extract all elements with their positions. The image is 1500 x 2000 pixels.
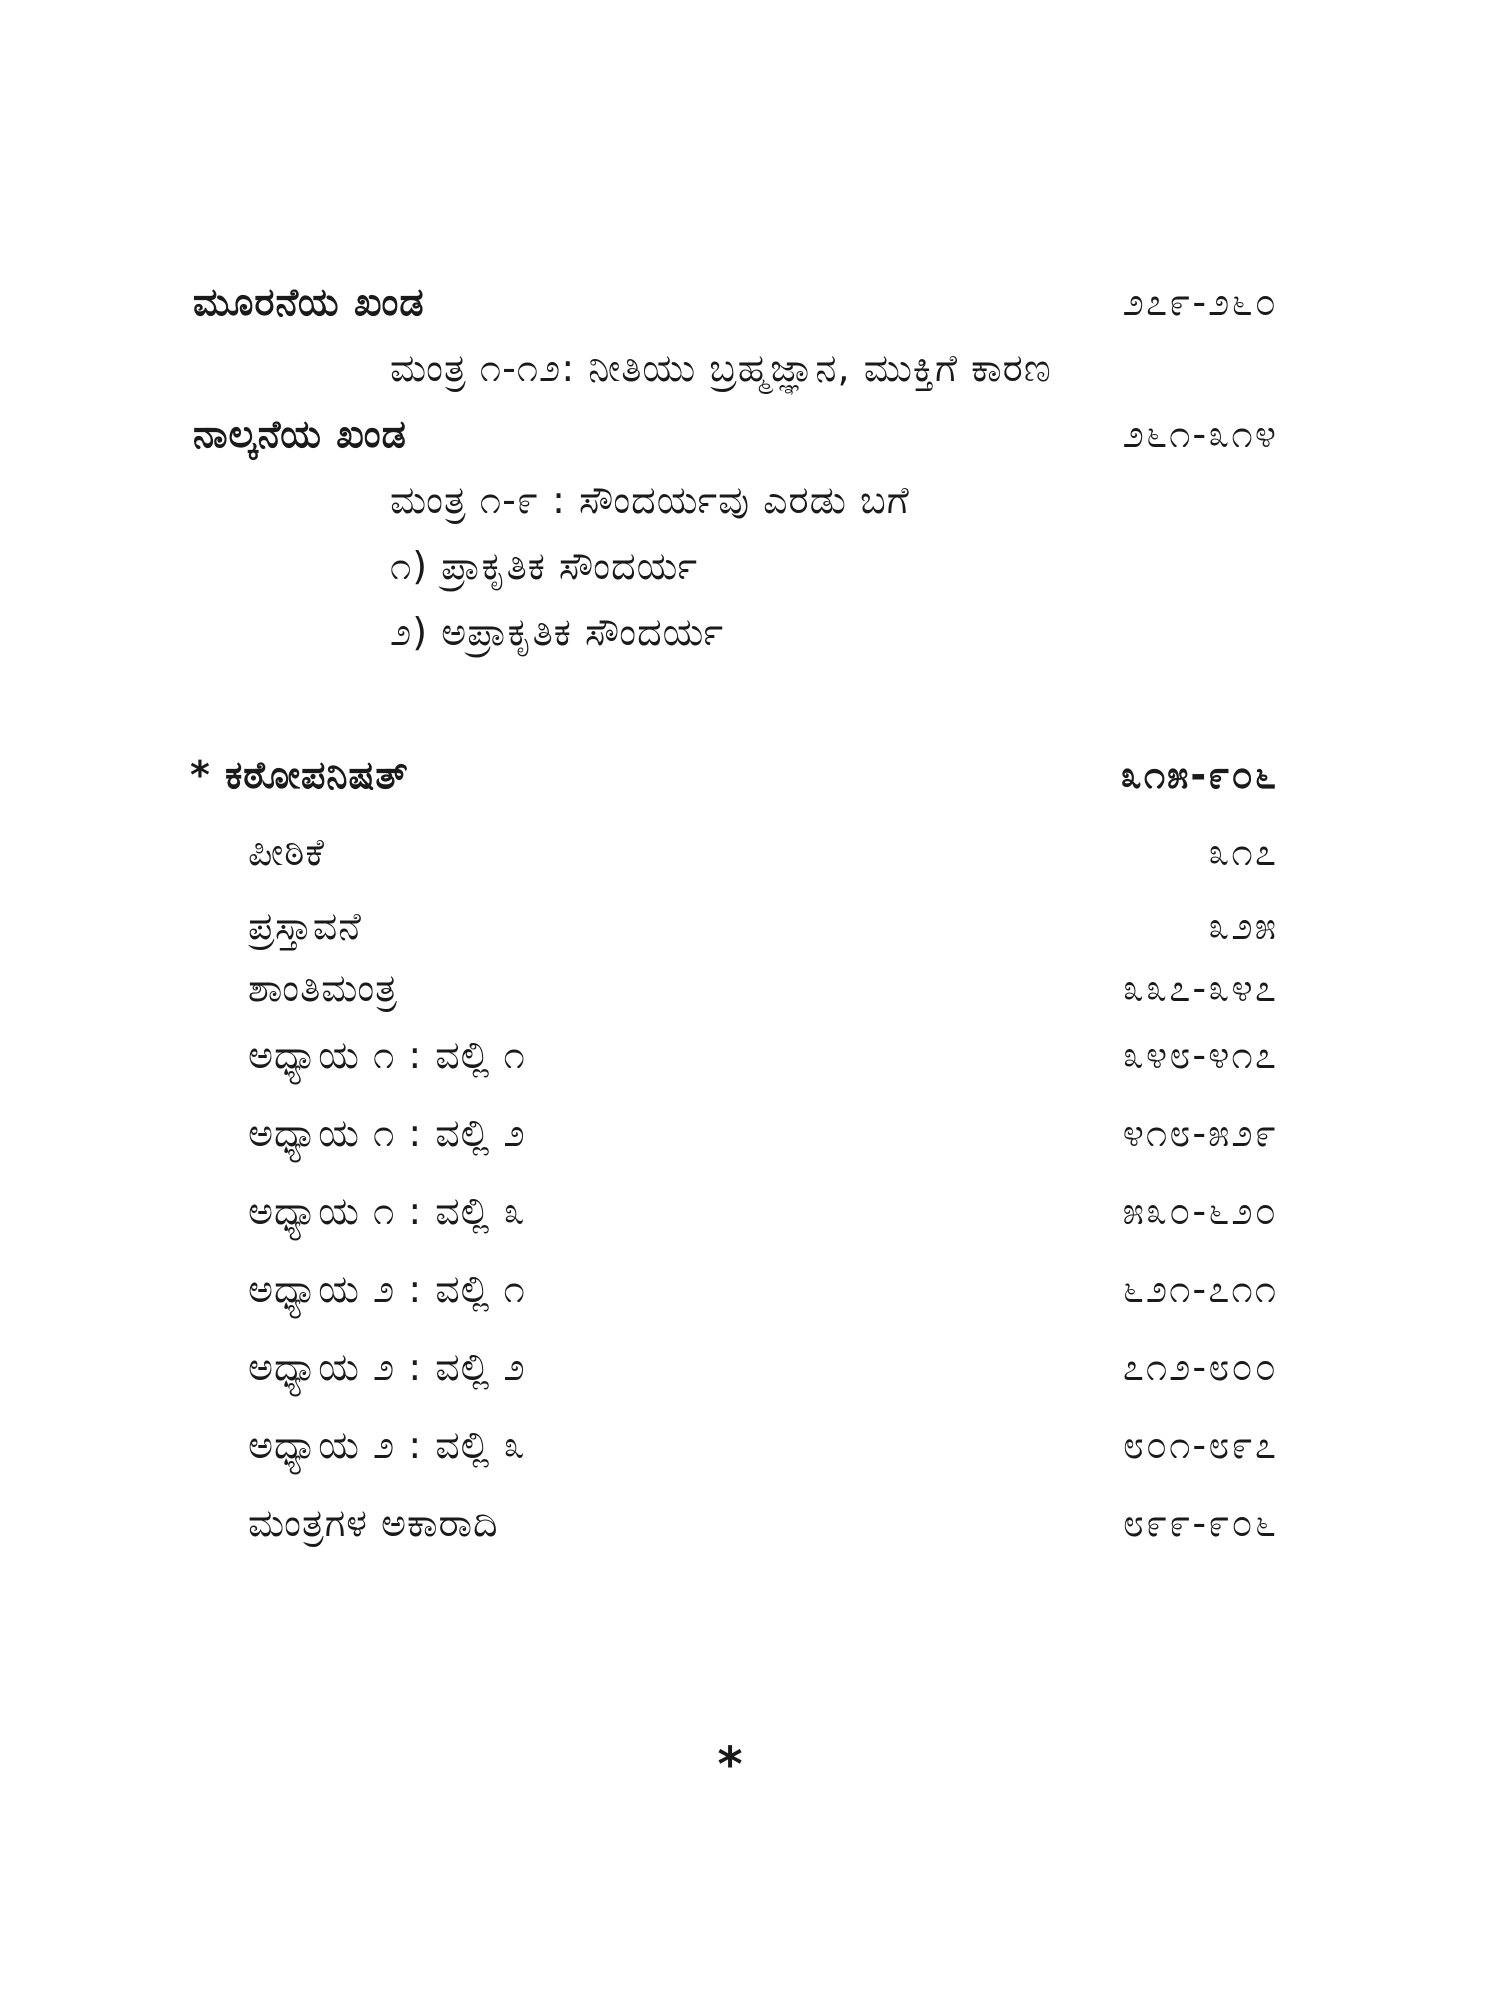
entry-label: ಮಂತ್ರಗಳ ಅಕಾರಾದಿ — [248, 1501, 499, 1545]
toc-entry — [0, 958, 1500, 1018]
toc-entry — [0, 1415, 1500, 1475]
toc-entry — [0, 896, 1500, 956]
mantra-line: ಮಂತ್ರ ೧-೯ : ಸೌಂದರ್ಯವು ಎರಡು ಬಗೆ — [390, 478, 910, 522]
entry-label: ಅಧ್ಯಾಯ ೨ : ವಲ್ಲಿ ೧ — [248, 1267, 526, 1311]
toc-line — [0, 536, 1500, 596]
section-pages: ೩೧೫-೯೦೬ — [1120, 753, 1278, 797]
toc-section-part4 — [0, 404, 1500, 464]
toc-section-part3 — [0, 272, 1500, 332]
entry-pages: ೩೧೭ — [1208, 830, 1278, 874]
section-pages: ೨೬೧-೩೧೪ — [1122, 412, 1278, 456]
entry-label: ಶಾಂತಿಮಂತ್ರ — [248, 966, 398, 1010]
entry-label: ಅಧ್ಯಾಯ ೨ : ವಲ್ಲಿ ೩ — [248, 1423, 526, 1467]
entry-pages: ೩೨೫ — [1208, 904, 1278, 948]
entry-pages: ೭೧೨-೮೦೦ — [1122, 1345, 1278, 1389]
toc-entry — [0, 1103, 1500, 1163]
toc-section-katha — [0, 745, 1500, 805]
entry-pages: ೩೩೭-೩೪೭ — [1122, 966, 1278, 1010]
entry-label: ಅಧ್ಯಾಯ ೧ : ವಲ್ಲಿ ೩ — [248, 1189, 526, 1233]
mantra-line: ಮಂತ್ರ ೧-೧೨: ನೀತಿಯು ಬ್ರಹ್ಮಜ್ಞಾನ, ಮುಕ್ತಿಗೆ ಕಾರಣ — [390, 346, 1052, 390]
entry-pages: ೩೪೮-೪೧೭ — [1122, 1033, 1278, 1077]
entry-pages: ೮೦೧-೮೯೭ — [1122, 1423, 1278, 1467]
entry-label: ಪೀಠಿಕೆ — [248, 830, 325, 874]
section-pages: ೨೭೯-೨೬೦ — [1122, 280, 1278, 324]
toc-line — [0, 338, 1500, 398]
list-item: ೧) ಪ್ರಾಕೃತಿಕ ಸೌಂದರ್ಯ — [390, 544, 699, 588]
entry-pages: ೬೨೧-೭೧೧ — [1122, 1267, 1278, 1311]
toc-entry — [0, 1337, 1500, 1397]
toc-line — [0, 602, 1500, 662]
toc-line — [0, 470, 1500, 530]
toc-entry — [0, 1259, 1500, 1319]
end-asterisk: * — [717, 1737, 743, 1793]
entry-label: ಅಧ್ಯಾಯ ೧ : ವಲ್ಲಿ ೨ — [248, 1111, 526, 1155]
entry-label: ಅಧ್ಯಾಯ ೨ : ವಲ್ಲಿ ೨ — [248, 1345, 526, 1389]
list-item: ೨) ಅಪ್ರಾಕೃತಿಕ ಸೌಂದರ್ಯ — [390, 610, 725, 654]
entry-pages: ೫೩೦-೬೨೦ — [1122, 1189, 1278, 1233]
section-title: * ಕಠೋಪನಿಷತ್ — [190, 753, 409, 797]
entry-label: ಪ್ರಸ್ತಾವನೆ — [248, 904, 362, 948]
entry-pages: ೮೯೯-೯೦೬ — [1122, 1501, 1278, 1545]
toc-entry — [0, 1025, 1500, 1085]
entry-label: ಅಧ್ಯಾಯ ೧ : ವಲ್ಲಿ ೧ — [248, 1033, 526, 1077]
entry-pages: ೪೧೮-೫೨೯ — [1122, 1111, 1278, 1155]
toc-entry — [0, 822, 1500, 882]
toc-entry — [0, 1493, 1500, 1553]
section-title: ಮೂರನೆಯ ಖಂಡ — [193, 280, 425, 324]
toc-entry — [0, 1181, 1500, 1241]
section-title: ನಾಲ್ಕನೆಯ ಖಂಡ — [193, 412, 407, 456]
